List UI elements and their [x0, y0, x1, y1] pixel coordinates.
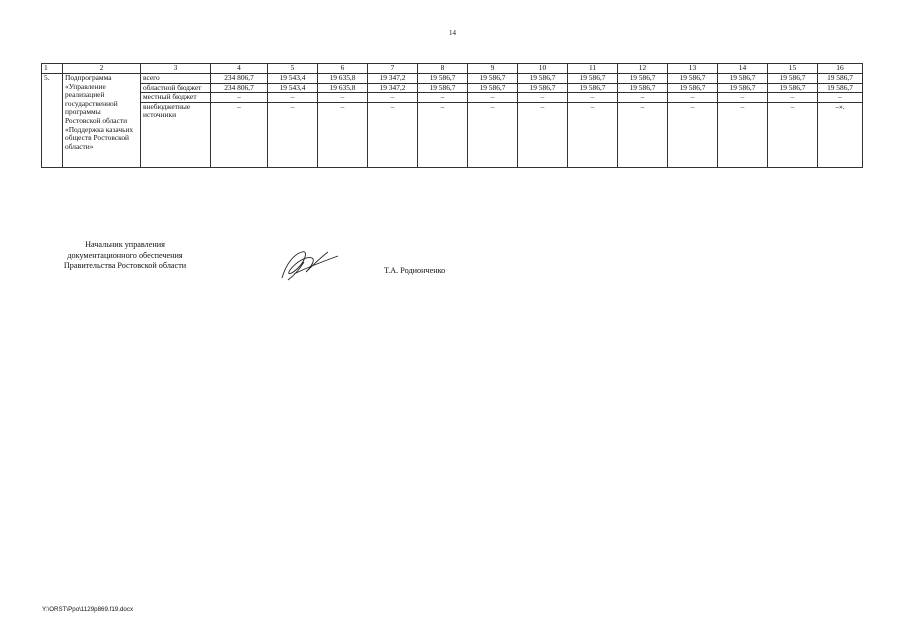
table-cell: 19 586,7 [468, 74, 518, 84]
table-cell: – [568, 93, 618, 103]
signatory-name: Т.А. Родионченко [384, 266, 446, 275]
table-cell: – [768, 93, 818, 103]
position-line-1: Начальник управления [85, 240, 165, 249]
table-cell: 19 586,7 [418, 74, 468, 84]
table-cell: – [268, 93, 318, 103]
table-cell: – [518, 93, 568, 103]
column-header-12: 12 [618, 64, 668, 74]
table-row [42, 93, 863, 103]
table-cell: – [468, 102, 518, 167]
column-header-13: 13 [668, 64, 718, 74]
table-cell: – [718, 102, 768, 167]
table-cell: – [568, 102, 618, 167]
row-number: 5. [42, 74, 63, 168]
table-cell: 19 543,4 [268, 74, 318, 84]
column-header-4: 4 [211, 64, 268, 74]
column-header-1: 1 [42, 64, 63, 74]
budget-table [41, 63, 863, 168]
table-cell: – [468, 93, 518, 103]
column-header-14: 14 [718, 64, 768, 74]
table-cell: 19 586,7 [718, 83, 768, 93]
position-line-2: документационного обеспечения [67, 250, 183, 260]
table-cell: 19 543,4 [268, 83, 318, 93]
table-cell: 19 635,8 [318, 74, 368, 84]
column-header-5: 5 [268, 64, 318, 74]
handwritten-signature [272, 244, 342, 284]
column-header-11: 11 [568, 64, 618, 74]
table-cell: – [211, 102, 268, 167]
funding-source: областной бюджет [141, 83, 211, 93]
table-cell: – [668, 102, 718, 167]
signatory-position [40, 240, 210, 272]
table-cell: 19 586,7 [518, 83, 568, 93]
table-cell: – [768, 102, 818, 167]
table-cell: 19 586,7 [818, 83, 863, 93]
column-header-15: 15 [768, 64, 818, 74]
column-header-2: 2 [63, 64, 141, 74]
table-cell: 19 586,7 [718, 74, 768, 84]
table-cell: – [368, 102, 418, 167]
table-cell: – [211, 93, 268, 103]
header-row [42, 64, 863, 74]
column-header-9: 9 [468, 64, 518, 74]
table-cell: – [668, 93, 718, 103]
table-row [42, 74, 863, 84]
table-cell: 19 586,7 [468, 83, 518, 93]
column-header-10: 10 [518, 64, 568, 74]
table-cell: – [618, 93, 668, 103]
table-cell: 19 586,7 [568, 74, 618, 84]
column-header-7: 7 [368, 64, 418, 74]
subprogram-name: Подпрограмма «Управление реализацией государственной программы Ростовской области «Поддержка казачьих обществ Ростовской области» [63, 74, 141, 168]
table-cell: 19 635,8 [318, 83, 368, 93]
table-cell: – [318, 93, 368, 103]
table-cell: 19 586,7 [618, 74, 668, 84]
table-cell: – [418, 93, 468, 103]
table-cell: 19 586,7 [668, 83, 718, 93]
file-path: Y:\ORST\Ppo\1129p869.f19.docx [42, 606, 134, 613]
funding-source: внебюджетные источники [141, 102, 211, 167]
table-row [42, 102, 863, 167]
table-cell: 19 586,7 [818, 74, 863, 84]
table-cell: – [718, 93, 768, 103]
table-cell: – [418, 102, 468, 167]
table-cell: – [368, 93, 418, 103]
table-cell: – [318, 102, 368, 167]
table-cell: 234 806,7 [211, 83, 268, 93]
table-cell: 19 586,7 [768, 83, 818, 93]
funding-source: всего [141, 74, 211, 84]
funding-source: местный бюджет [141, 93, 211, 103]
table-cell: 19 347,2 [368, 74, 418, 84]
table-cell: – [818, 93, 863, 103]
table-cell: 234 806,7 [211, 74, 268, 84]
table-cell: 19 586,7 [418, 83, 468, 93]
column-header-6: 6 [318, 64, 368, 74]
column-header-3: 3 [141, 64, 211, 74]
page-number: 14 [449, 29, 456, 37]
column-header-8: 8 [418, 64, 468, 74]
table-cell: – [518, 102, 568, 167]
table-cell: – [618, 102, 668, 167]
table-cell: 19 586,7 [518, 74, 568, 84]
table-cell: –». [818, 102, 863, 167]
table-cell: 19 586,7 [568, 83, 618, 93]
table-cell: – [268, 102, 318, 167]
position-line-3: Правительства Ростовской области [63, 261, 187, 270]
table-cell: 19 586,7 [618, 83, 668, 93]
column-header-16: 16 [818, 64, 863, 74]
table-cell: 19 347,2 [368, 83, 418, 93]
table-cell: 19 586,7 [668, 74, 718, 84]
table-cell: 19 586,7 [768, 74, 818, 84]
